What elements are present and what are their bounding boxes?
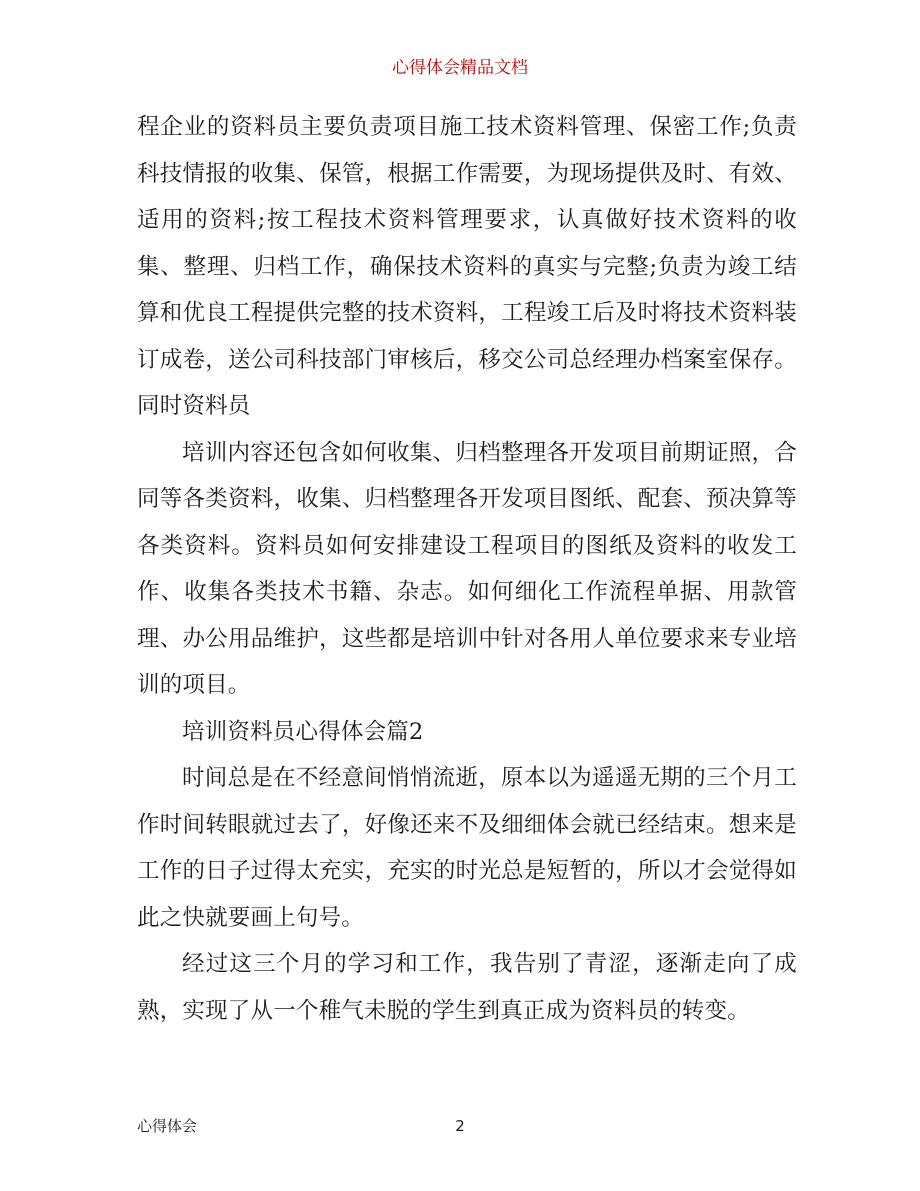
paragraph-continuation: 程企业的资料员主要负责项目施工技术资料管理、保密工作;负责科技情报的收集、保管，根据工作需要，为现场提供及时、有效、适用的资料;按工程技术资料管理要求，认真做好技术资料的收集、整理、归档工作，确保技术资料的真实与完整;负责为竣工结算和优良工程提供完整的技术资料，工程竣工后及时将技术资料装订成卷，送公司科技部门审核后，移交公司总经理办档案室保存。同时资料员 xyxy=(137,114,797,419)
body-text xyxy=(137,104,797,1034)
paragraph-training-content: 培训内容还包含如何收集、归档整理各开发项目前期证照，合同等各类资料，收集、归档整理各开发项目图纸、配套、预决算等各类资料。资料员如何安排建设工程项目的图纸及资料的收发工作、收集各类技术书籍、杂志。如何细化工作流程单据、用款管理、办公用品维护，这些都是培训中针对各用人单位要求来专业培训的项目。 xyxy=(137,439,797,698)
header-title: 心得体会精品文档 xyxy=(392,58,528,78)
footer-label: 心得体会 xyxy=(137,1117,198,1135)
paragraph-growth: 经过这三个月的学习和工作，我告别了青涩，逐渐走向了成熟，实现了从一个稚气未脱的学生到真正成为资料员的转变。 xyxy=(137,951,797,1024)
page-number: 2 xyxy=(455,1117,465,1135)
section-heading: 培训资料员心得体会篇2 xyxy=(182,718,424,745)
paragraph-time-passes: 时间总是在不经意间悄悄流逝，原本以为遥遥无期的三个月工作时间转眼就过去了，好像还来不及细细体会就已经结束。想来是工作的日子过得太充实，充实的时光总是短暂的，所以才会觉得如此之快就要画上句号。 xyxy=(137,765,797,931)
